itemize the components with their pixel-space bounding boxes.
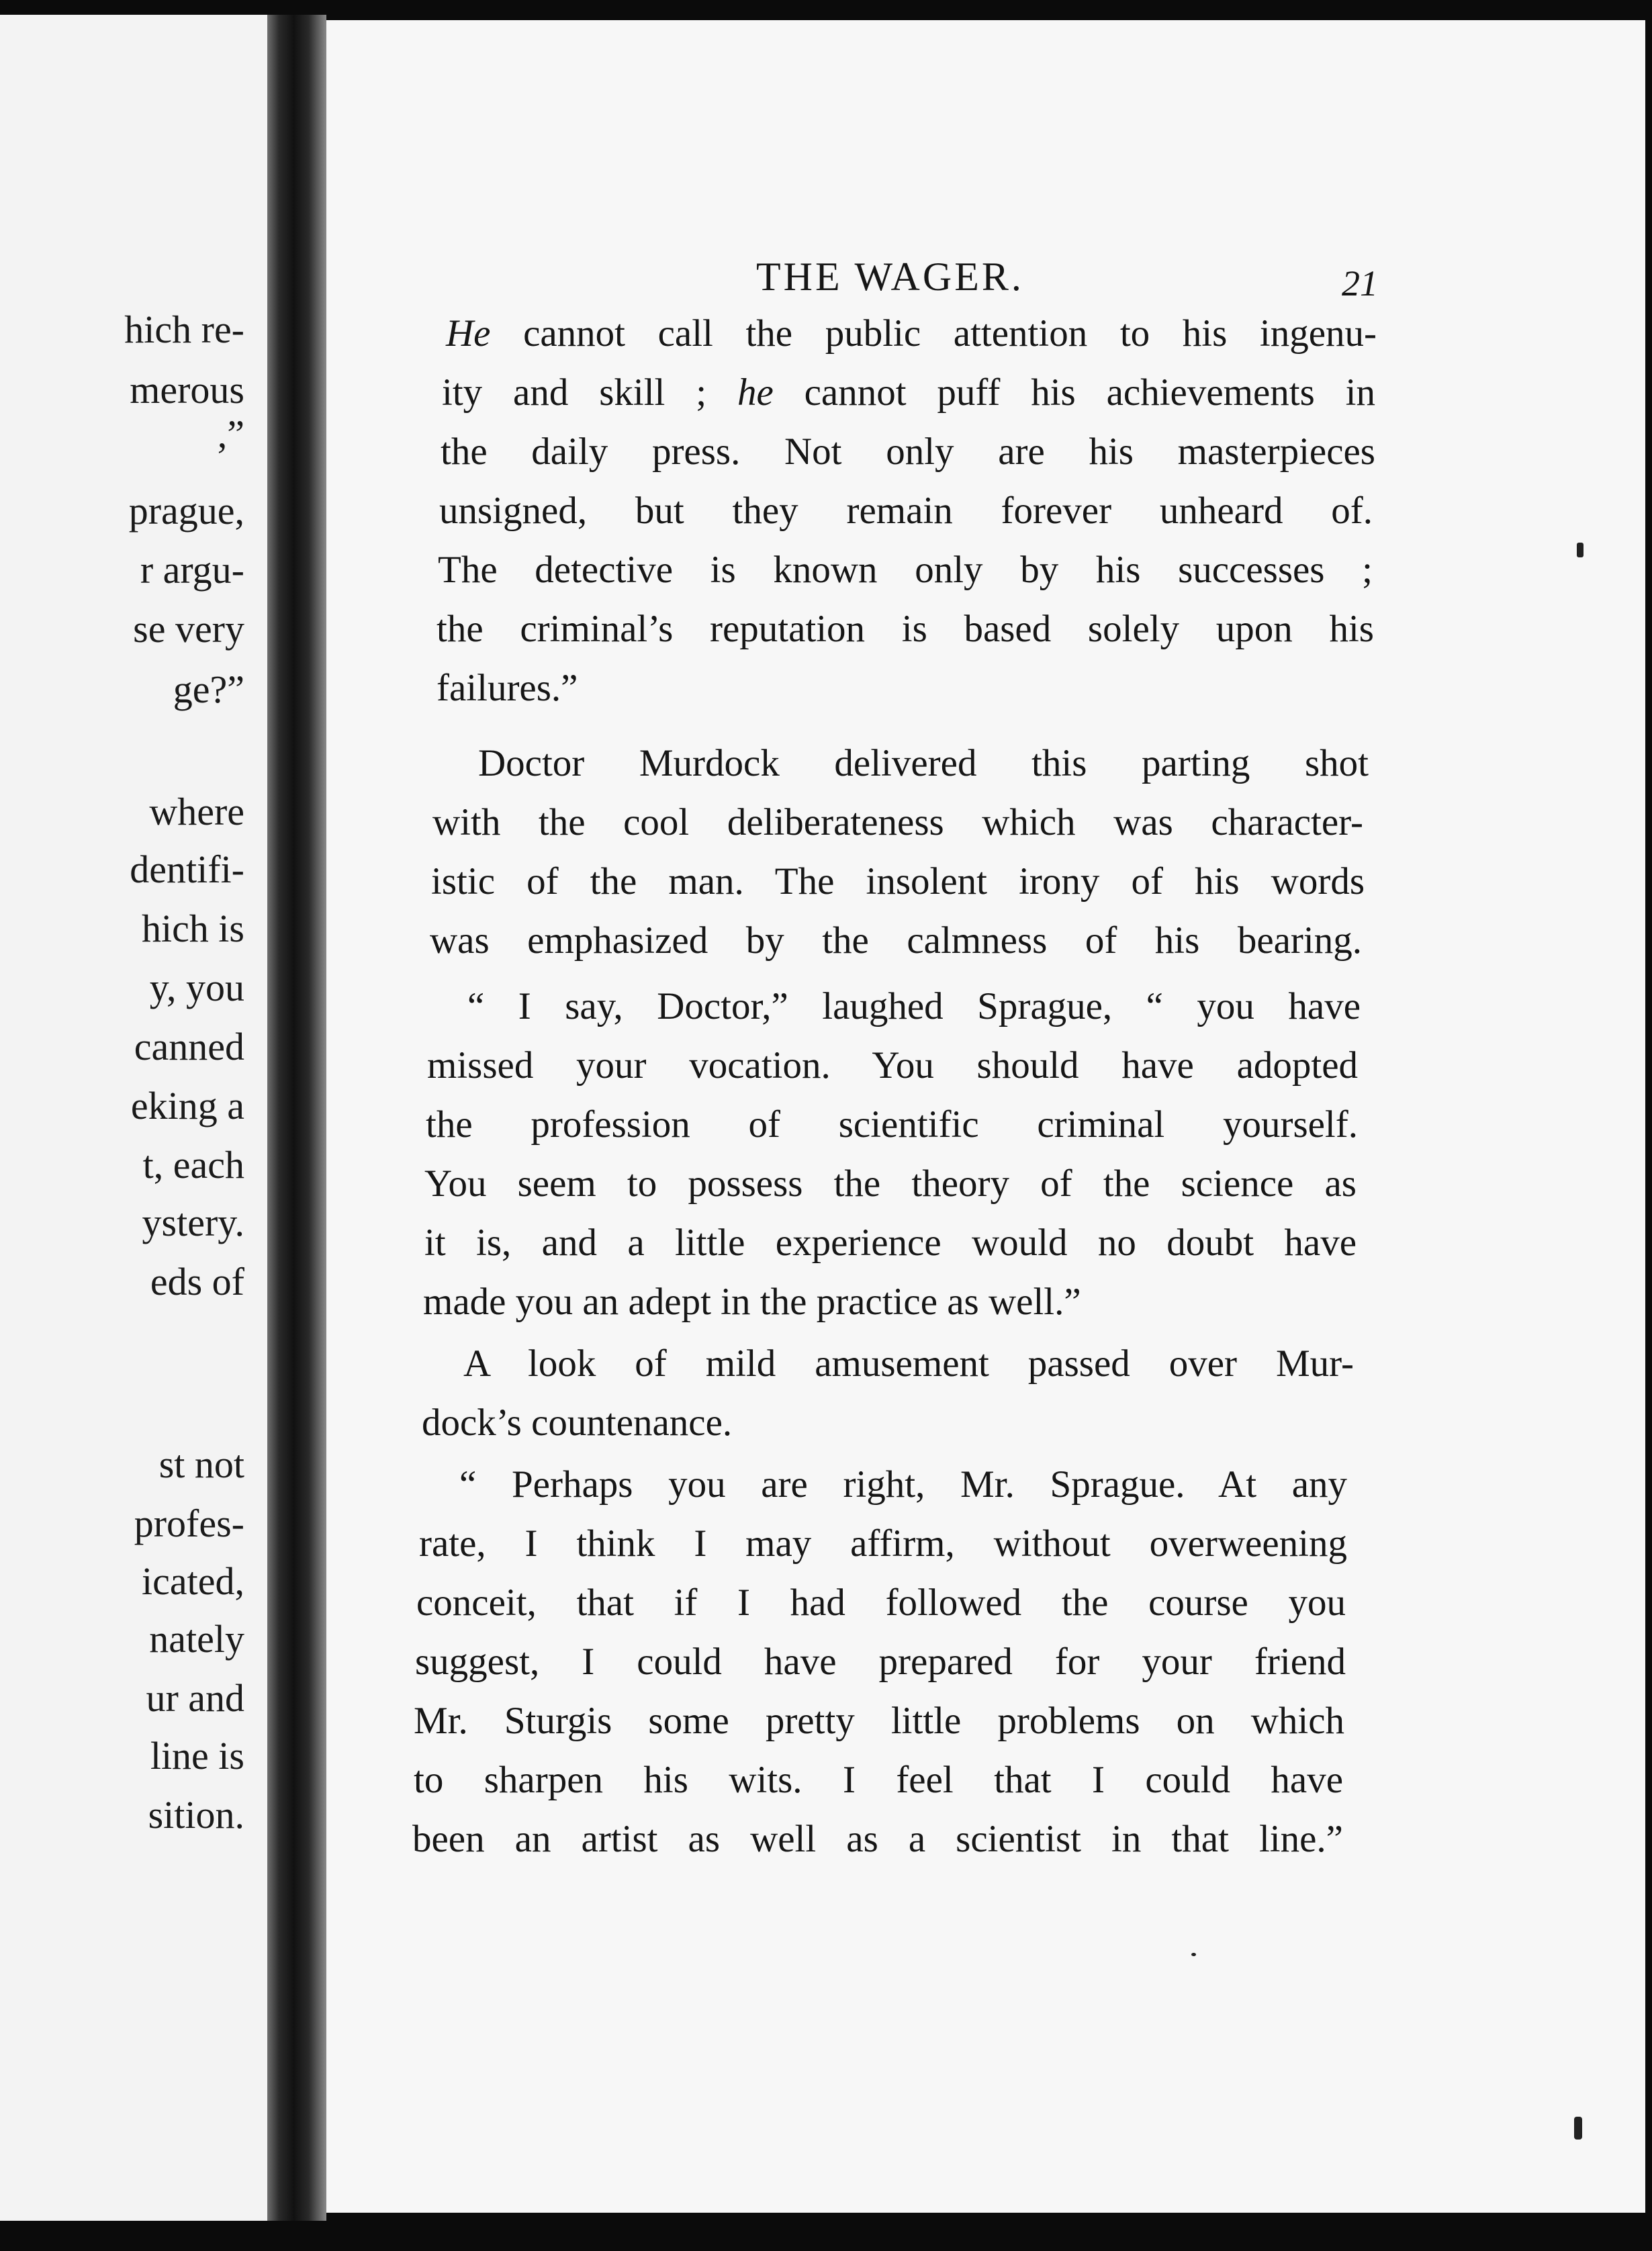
text-line [423,1283,1081,1321]
text-run: istic of the man. The insolent irony of his words [431,860,1365,903]
text-run: failures.” [437,667,578,709]
text-run: the criminal’s reputation is based solely upon his [437,608,1374,650]
previous-page-line: canned [134,1025,244,1068]
text-line [463,1344,1354,1383]
text-run: Mr. Sturgis some pretty little problems on which [414,1700,1344,1742]
text-line [424,1164,1357,1203]
text-run: dock’s countenance. [422,1402,733,1444]
text-run: suggest, I could have prepared for your friend [415,1641,1346,1683]
text-run: the profession of scientific criminal yourself. [426,1103,1358,1146]
text-run: it is, and a little experience would no doubt have [424,1222,1357,1264]
text-line [431,862,1365,901]
previous-page-line: icated, [142,1559,244,1603]
previous-page-line: prague, [128,489,244,533]
text-run: The detective is known only by his successes ; [438,549,1373,591]
text-line [467,987,1361,1025]
previous-page-line: ,” [217,412,244,456]
page-body-text [326,20,1645,2213]
text-line [422,1404,732,1442]
text-run: was emphasized by the calmness of his bearing. [430,919,1362,962]
text-run: A look of mild amusement passed over Mur- [463,1342,1354,1385]
print-speck [1574,2117,1582,2140]
current-page [326,20,1645,2213]
previous-page-line: ur and [146,1676,244,1720]
previous-page-line: dentifi- [130,847,244,891]
text-run: “ Perhaps you are right, Mr. Sprague. At any [459,1463,1347,1506]
previous-page-line: hich is [141,907,244,950]
text-run: “ I say, Doctor,” laughed Sprague, “ you have [467,985,1361,1027]
previous-page-line: eking a [130,1084,244,1128]
previous-page-line: ystery. [142,1201,244,1244]
text-line [430,921,1362,960]
text-run: been an artist as well as a scientist in that line.” [412,1818,1343,1860]
text-run: conceit, that if I had followed the course you [416,1581,1346,1624]
running-head-title: THE WAGER. [756,255,1024,299]
text-run: unsigned, but they remain forever unheard of. [439,490,1373,532]
text-line [414,1702,1344,1740]
previous-page-line: st not [158,1442,244,1486]
previous-page-line: eds of [150,1260,244,1303]
text-line [441,432,1375,471]
previous-page [0,15,267,2221]
text-line [416,1583,1346,1622]
text-run: cannot puff his achievements in [773,371,1375,414]
page-gutter [267,15,326,2221]
previous-page-line: line is [150,1734,244,1778]
text-line [412,1820,1343,1858]
text-line [438,551,1373,589]
print-speck [1577,543,1584,557]
previous-page-line: nately [149,1617,244,1661]
text-run: You seem to possess the theory of the science as [424,1162,1357,1205]
text-run: to sharpen his wits. I feel that I could have [414,1759,1343,1801]
text-line [437,669,578,707]
text-run: Doctor Murdock delivered this parting shot [478,742,1369,784]
text-run: ity and skill ; [442,371,737,414]
text-run: the daily press. Not only are his masterpieces [441,430,1375,473]
text-line [442,373,1375,412]
previous-page-line: t, each [142,1143,244,1187]
text-line [426,1105,1358,1144]
text-line [427,1046,1358,1085]
print-speck [1191,1953,1196,1956]
text-line [415,1643,1346,1681]
previous-page-line: profes- [134,1502,244,1545]
text-run: with the cool deliberateness which was character- [432,801,1363,843]
previous-page-line: se very [133,607,244,651]
previous-page-line: where [149,790,244,833]
text-line [424,1224,1357,1262]
text-run: cannot call the public attention to his ingenu- [490,312,1377,355]
previous-page-line: sition. [148,1793,244,1837]
text-line [432,803,1363,841]
text-run: rate, I think I may affirm, without overweening [419,1522,1347,1565]
text-run: missed your vocation. You should have adopted [427,1044,1358,1087]
text-line [419,1524,1347,1563]
text-run: made you an adept in the practice as well.” [423,1281,1081,1323]
italic-pronoun: he [737,371,774,414]
text-line [439,492,1373,530]
text-line [459,1465,1347,1504]
previous-page-line: merous [130,368,244,412]
text-line [446,314,1377,353]
previous-page-line: ge?” [173,668,244,711]
italic-pronoun: He [446,312,491,355]
text-line [414,1761,1343,1799]
text-line [478,744,1369,782]
text-line [437,610,1374,648]
previous-page-line: hich re- [124,308,244,351]
previous-page-line: r argu- [140,548,244,592]
previous-page-line: y, you [149,966,244,1009]
page-number: 21 [1342,263,1378,304]
